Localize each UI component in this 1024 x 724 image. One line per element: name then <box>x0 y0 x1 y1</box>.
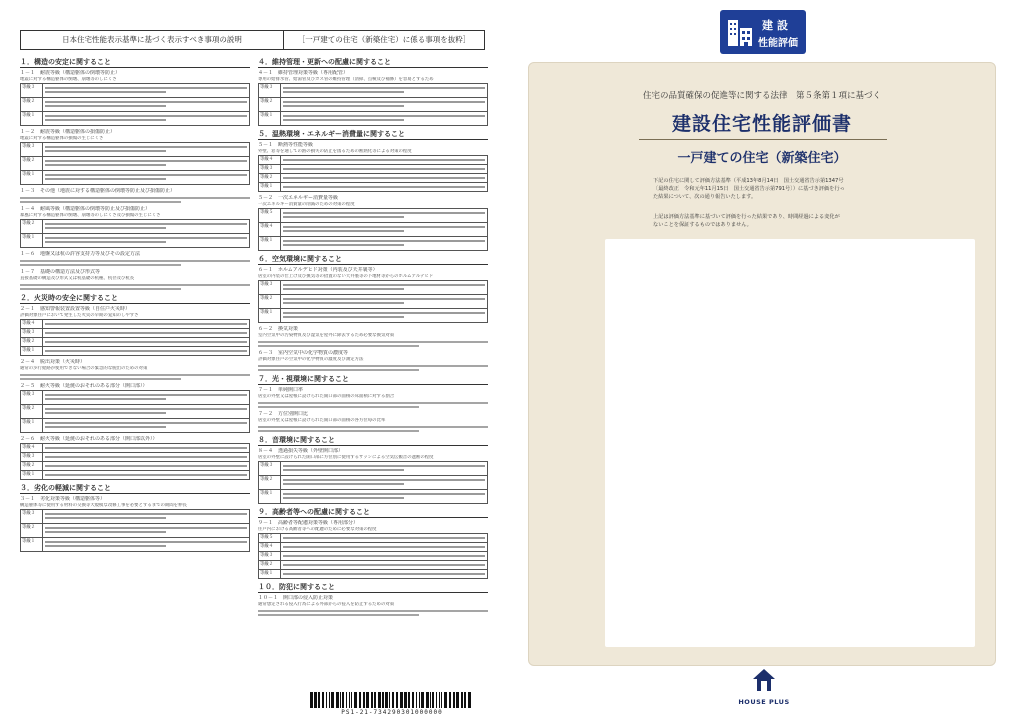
grade-criteria-text <box>281 165 487 173</box>
item-heading: １－２ 耐震等級（構造躯体の損傷防止） <box>20 129 116 135</box>
grade-table <box>258 155 488 192</box>
grade-label: 等級１ <box>21 419 43 432</box>
item-description: 通常の歩行経路が使用できない場合の緊急的な脱出のための対策 <box>20 366 148 371</box>
grade-label: 等級４ <box>21 320 43 328</box>
item-heading: ８－４ 透過損失等級（外壁開口部） <box>258 448 344 454</box>
grade-row <box>20 462 250 471</box>
grade-label: 等級３ <box>259 462 281 475</box>
grade-row <box>20 329 250 338</box>
grade-row <box>20 319 250 329</box>
evaluation-item <box>20 206 250 248</box>
item-heading: ７－１ 単純開口率 <box>258 387 304 393</box>
grade-table <box>20 219 250 248</box>
grade-row <box>258 461 488 476</box>
grade-criteria-text <box>43 391 249 404</box>
grade-row <box>258 490 488 504</box>
statement-line: ないことを保証するものではありません。 <box>653 222 752 228</box>
statement-line: 下記の住宅に関して評価方法基準（平成13年8月14日 国土交通省告示第1347号 <box>653 178 844 184</box>
grade-label: 等級５ <box>259 534 281 542</box>
evaluation-item <box>20 306 250 356</box>
certificate-house-type: 一戸建ての住宅（新築住宅） <box>677 151 847 166</box>
item-heading: ３－１ 劣化対策等級（構造躯体等） <box>20 496 106 502</box>
grade-criteria-text <box>43 462 249 470</box>
item-description: 一次エネルギー消費量の削減のための対策の程度 <box>258 202 355 207</box>
evaluation-item <box>258 70 488 126</box>
grade-row <box>20 338 250 347</box>
grade-row <box>20 112 250 126</box>
grade-label: 等級２ <box>21 98 43 111</box>
evaluation-item <box>258 142 488 192</box>
grade-criteria-text <box>281 490 487 503</box>
grade-criteria-text <box>43 444 249 452</box>
section-title: ３．劣化の軽減に関すること <box>20 483 250 494</box>
grade-row <box>258 174 488 183</box>
grade-row <box>20 171 250 185</box>
logo-text-seinou-hyouka: 性能評価 <box>758 38 798 49</box>
grade-criteria-text <box>281 295 487 308</box>
grade-row <box>20 538 250 552</box>
evaluation-item <box>20 269 250 290</box>
item-heading: ６－１ ホルムアルデヒド対策（内装及び天井裏等） <box>258 267 378 273</box>
grade-label: 等級１ <box>259 490 281 503</box>
grade-row <box>20 419 250 433</box>
grade-row <box>258 183 488 192</box>
right-column <box>258 54 488 619</box>
grade-row <box>258 570 488 579</box>
grade-table <box>20 83 250 126</box>
grade-row <box>258 561 488 570</box>
certificate-title: 建設住宅性能評価書 <box>671 113 852 135</box>
grade-row <box>20 234 250 248</box>
statement-line: 〔最終改正 令和元年11月15日 国土交通省告示第791号〕）に基づき評価を行っ <box>653 186 845 192</box>
grade-label: 等級１ <box>21 347 43 355</box>
item-description: 居室の外壁又は屋根に設けられた開口部の面積の床面積に対する割合 <box>258 394 395 399</box>
grade-criteria-text <box>43 510 249 523</box>
grade-label: 等級３ <box>259 84 281 97</box>
grade-criteria-text <box>43 347 249 355</box>
item-heading: ６－２ 換気対策 <box>258 326 299 332</box>
grade-table <box>20 443 250 480</box>
evaluation-item <box>258 326 488 347</box>
grade-criteria-text <box>281 543 487 551</box>
grade-label: 等級３ <box>259 552 281 560</box>
grade-label: 等級３ <box>259 165 281 173</box>
grade-label: 等級４ <box>21 444 43 452</box>
grade-criteria-text <box>43 320 249 328</box>
grade-row <box>20 524 250 538</box>
grade-criteria-text <box>281 309 487 322</box>
evaluation-item <box>20 129 250 185</box>
grade-label: 等級３ <box>21 510 43 523</box>
item-heading: １－１ 耐震等級（構造躯体の倒壊等防止） <box>20 70 121 76</box>
evaluation-item <box>20 70 250 126</box>
grade-row <box>258 165 488 174</box>
doc-header <box>20 30 485 50</box>
grade-label: 等級４ <box>259 156 281 164</box>
grade-row <box>258 112 488 126</box>
item-heading: １－７ 基礎の構造方法及び形式等 <box>20 269 101 275</box>
item-heading: １－３ その他（地震に対する構造躯体の倒壊等防止及び損傷防止） <box>20 188 176 194</box>
grade-row <box>20 509 250 524</box>
grade-table <box>258 280 488 323</box>
grade-criteria-text <box>281 84 487 97</box>
grade-criteria-text <box>43 157 249 170</box>
barcode <box>308 692 476 708</box>
grade-table <box>258 83 488 126</box>
grade-row <box>258 552 488 561</box>
evaluation-item <box>20 496 250 552</box>
grade-criteria-text <box>43 234 249 247</box>
house-plus-logo <box>726 668 802 714</box>
grade-row <box>20 347 250 356</box>
evaluation-item <box>258 411 488 432</box>
grade-criteria-text <box>43 524 249 537</box>
evaluation-item <box>258 387 488 408</box>
item-description: 評価対象住戸の空気中の化学物質の濃度及び測定方法 <box>258 357 364 362</box>
grade-row <box>258 476 488 490</box>
doc-header-scope: ［一戸建ての住宅（新築住宅）に係る事項を抜粋］ <box>297 35 471 44</box>
evaluation-item <box>258 595 488 616</box>
grade-criteria-text <box>43 171 249 184</box>
item-heading: ５－２ 一次エネルギー消費量等級 <box>258 195 339 201</box>
grade-row <box>20 219 250 234</box>
grade-row <box>20 142 250 157</box>
grade-label: 等級１ <box>259 183 281 191</box>
item-description: 居室の内装の仕上げ及び換気等の措置のない天井裏等の下地材等からのホルムアルデヒド <box>258 274 434 279</box>
grade-row <box>258 155 488 165</box>
grade-label: 等級４ <box>259 543 281 551</box>
logo-text-kensetsu: 建設 <box>762 19 792 32</box>
grade-row <box>258 237 488 251</box>
grade-label: 等級２ <box>259 174 281 182</box>
certificate-panel <box>528 62 996 666</box>
grade-criteria-text <box>43 419 249 432</box>
evaluation-item <box>258 448 488 504</box>
item-description: 地震に対する構造躯体の損傷の生じにくさ <box>20 136 104 141</box>
grade-table <box>258 208 488 251</box>
section-title: ９．高齢者等への配慮に関すること <box>258 507 488 518</box>
grade-label: 等級２ <box>21 157 43 170</box>
grade-label: 等級１ <box>259 112 281 125</box>
grade-criteria-text <box>43 329 249 337</box>
grade-row <box>20 157 250 171</box>
grade-row <box>258 83 488 98</box>
grade-criteria-text <box>281 237 487 250</box>
grade-label: 等級３ <box>21 329 43 337</box>
item-description: 居室の外壁に設けられた開口部に方位別に使用するサッシによる空気伝搬音の遮断の程度 <box>258 455 434 460</box>
grade-criteria-text <box>43 538 249 551</box>
grade-label: 等級１ <box>21 171 43 184</box>
section-title: ５．温熱環境・エネルギー消費量に関すること <box>258 129 488 140</box>
grade-label: 等級１ <box>21 234 43 247</box>
title-divider <box>639 139 887 140</box>
left-page-document <box>8 8 496 716</box>
section-title: ７．光・視環境に関すること <box>258 374 488 385</box>
barcode-number: PS1-21-734290301000000 <box>341 709 443 716</box>
item-description: 通常想定される侵入行為による外部からの侵入を防止するための対策 <box>258 602 395 607</box>
grade-criteria-text <box>281 183 487 191</box>
grade-row <box>20 471 250 480</box>
item-heading: ６－３ 室内空気中の化学物質の濃度等 <box>258 350 349 356</box>
grade-label: 等級１ <box>21 471 43 479</box>
grade-row <box>258 309 488 323</box>
evaluation-item <box>20 188 250 203</box>
grade-label: 等級３ <box>21 391 43 404</box>
grade-label: 等級２ <box>21 405 43 418</box>
grade-label: 等級２ <box>21 220 43 233</box>
grade-row <box>258 295 488 309</box>
item-description: 外壁、窓等を通しての熱の損失の防止を図るための断熱化等による対策の程度 <box>258 149 412 154</box>
item-description: 直接基礎の構造及び形式又は杭基礎の杭種、杭径及び杭長 <box>20 276 135 281</box>
grade-criteria-text <box>43 471 249 479</box>
evaluation-item <box>258 267 488 323</box>
section-title: ６．空気環境に関すること <box>258 254 488 265</box>
evaluation-item <box>258 520 488 579</box>
grade-criteria-text <box>281 552 487 560</box>
grade-row <box>258 543 488 552</box>
grade-label: 等級２ <box>259 295 281 308</box>
grade-criteria-text <box>43 143 249 156</box>
grade-row <box>258 280 488 295</box>
item-heading: ５－１ 断熱等性能等級 <box>258 142 314 148</box>
grade-row <box>258 533 488 543</box>
item-description: 居室の外壁又は屋根に設けられた開口部の面積の各方位毎の比率 <box>258 418 386 423</box>
section-title: １．構造の安定に関すること <box>20 57 250 68</box>
grade-label: 等級１ <box>21 538 43 551</box>
grade-label: 等級２ <box>21 524 43 537</box>
house-plus-mark-icon <box>752 668 776 692</box>
grade-label: 等級５ <box>259 209 281 222</box>
grade-label: 等級２ <box>21 338 43 346</box>
evaluation-item <box>20 251 250 266</box>
grade-label: 等級２ <box>21 462 43 470</box>
grade-label: 等級４ <box>259 223 281 236</box>
grade-criteria-text <box>281 156 487 164</box>
statement-line: た結果について、次の通り報告いたします。 <box>653 194 757 200</box>
grade-label: 等級１ <box>259 570 281 578</box>
statement-line: 上記は評価方法基準に基づいて評価を行った結果であり、時間経過による変化が <box>653 214 840 220</box>
item-heading: ２－４ 脱出対策（火災時） <box>20 359 86 365</box>
grade-row <box>20 405 250 419</box>
item-description: 暴風に対する構造躯体の倒壊、崩壊等のしにくさ及び損傷の生じにくさ <box>20 213 161 218</box>
grade-row <box>20 83 250 98</box>
right-page-certificate-cover <box>508 4 1020 720</box>
grade-criteria-text <box>281 209 487 222</box>
grade-table <box>20 390 250 433</box>
item-heading: １０－１ 開口部の侵入防止対策 <box>258 595 334 601</box>
grade-criteria-text <box>281 570 487 578</box>
grade-criteria-text <box>281 534 487 542</box>
grade-label: 等級２ <box>259 561 281 569</box>
section-title: ８．音環境に関すること <box>258 435 488 446</box>
evaluation-item <box>20 436 250 480</box>
grade-criteria-text <box>281 98 487 111</box>
certificate-statement <box>653 177 973 201</box>
grade-criteria-text <box>43 220 249 233</box>
grade-criteria-text <box>281 281 487 294</box>
grade-row <box>20 390 250 405</box>
performance-evaluation-logo <box>720 10 806 54</box>
evaluation-item <box>258 350 488 371</box>
grade-criteria-text <box>281 223 487 236</box>
grade-label: 等級１ <box>21 112 43 125</box>
grade-criteria-text <box>43 453 249 461</box>
grade-table <box>258 461 488 504</box>
grade-label: 等級２ <box>259 98 281 111</box>
grade-criteria-text <box>281 174 487 182</box>
grade-row <box>20 98 250 112</box>
grade-label: 等級２ <box>259 476 281 489</box>
section-title: １０．防犯に関すること <box>258 582 488 593</box>
item-description: 室内空気中の汚染物質及び湿気を屋外に除去するため必要な換気対策 <box>258 333 395 338</box>
grade-table <box>258 533 488 579</box>
evaluation-item <box>20 359 250 380</box>
grade-criteria-text <box>281 462 487 475</box>
house-plus-text: HOUSE PLUS <box>738 698 790 706</box>
evaluation-item <box>20 383 250 433</box>
section-title: ４．維持管理・更新への配慮に関すること <box>258 57 488 68</box>
item-heading: ７－２ 方位別開口比 <box>258 411 309 417</box>
grade-criteria-text <box>43 338 249 346</box>
grade-label: 等級３ <box>259 281 281 294</box>
grade-row <box>20 453 250 462</box>
item-heading: ２－６ 耐火等級（延焼のおそれのある部分（開口部以外）） <box>20 436 158 442</box>
item-heading: ９－１ 高齢者等配慮対策等級（専用部分） <box>258 520 359 526</box>
item-heading: １－４ 耐風等級（構造躯体の倒壊等防止及び損傷防止） <box>20 206 151 212</box>
grade-criteria-text <box>281 476 487 489</box>
item-description: 専用の給排水管、給湯管及びガス管の維持管理（清掃、点検及び補修）を容易とするため <box>258 77 434 82</box>
grade-table <box>20 319 250 356</box>
item-heading: １－６ 地盤又は杭の許容支持力等及びその設定方法 <box>20 251 141 257</box>
grade-table <box>20 142 250 185</box>
grade-row <box>20 443 250 453</box>
grade-row <box>258 223 488 237</box>
left-column <box>20 54 250 555</box>
grade-criteria-text <box>281 112 487 125</box>
certificate-disclaimer <box>653 213 973 229</box>
grade-criteria-text <box>43 84 249 97</box>
grade-label: 等級１ <box>259 309 281 322</box>
grade-criteria-text <box>43 112 249 125</box>
grade-label: 等級３ <box>21 453 43 461</box>
certificate-legal-basis: 住宅の品質確保の促進等に関する法律 第５条第１項に基づく <box>642 91 881 101</box>
certificate-content-area <box>605 239 975 647</box>
doc-header-title: 日本住宅性能表示基準に基づく表示すべき事項の説明 <box>21 31 284 49</box>
item-description: 構造躯体等に使用する材料の交換等大規模な改修工事を必要とするまでの期間を伸長 <box>20 503 187 508</box>
grade-label: 等級３ <box>21 84 43 97</box>
evaluation-item <box>258 195 488 251</box>
grade-row <box>258 208 488 223</box>
grade-criteria-text <box>43 405 249 418</box>
item-description: 住戸内における高齢者等への配慮のために必要な対策の程度 <box>258 527 377 532</box>
grade-criteria-text <box>43 98 249 111</box>
grade-criteria-text <box>281 561 487 569</box>
item-description: 地震に対する構造躯体の倒壊、崩壊等のしにくさ <box>20 77 117 82</box>
item-heading: ２－１ 感知警報装置設置等級（自住戸火災時） <box>20 306 131 312</box>
item-heading: ４－１ 維持管理対策等級（専用配管） <box>258 70 349 76</box>
grade-label: 等級１ <box>259 237 281 250</box>
grade-row <box>258 98 488 112</box>
item-description: 評価対象住戸において発生した火災の早期の覚知のしやすさ <box>20 313 139 318</box>
item-heading: ２－５ 耐火等級（延焼のおそれのある部分（開口部）） <box>20 383 148 389</box>
grade-label: 等級３ <box>21 143 43 156</box>
grade-table <box>20 509 250 552</box>
building-icon <box>726 16 754 48</box>
section-title: ２．火災時の安全に関すること <box>20 293 250 304</box>
